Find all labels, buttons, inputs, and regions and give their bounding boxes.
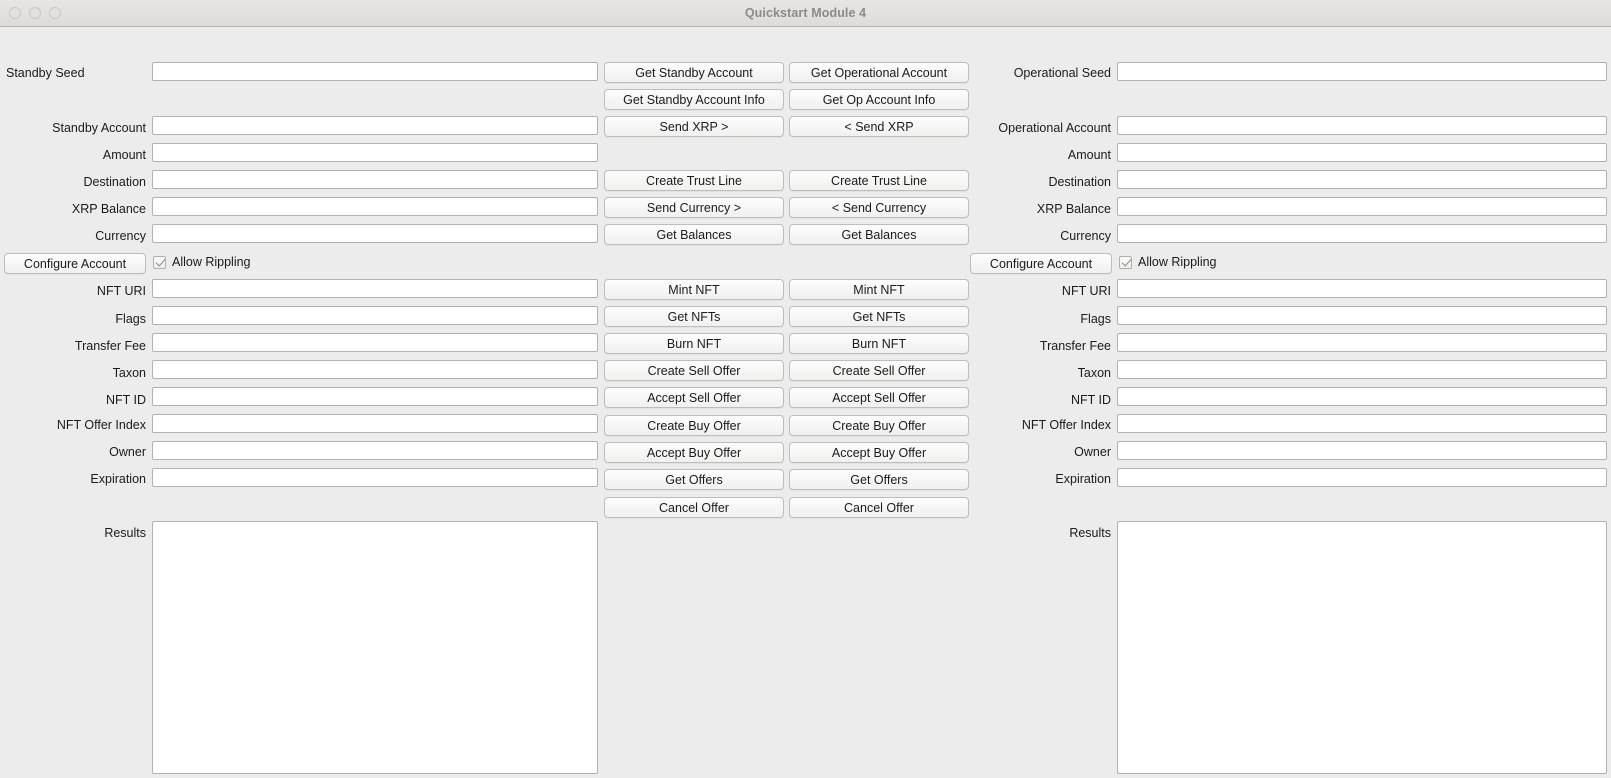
minimize-button[interactable] xyxy=(29,7,41,19)
operational-destination-input[interactable] xyxy=(1117,170,1607,189)
standby-transfer-fee-label: Transfer Fee xyxy=(74,339,146,353)
operational-nft-uri-label: NFT URI xyxy=(1061,284,1111,298)
operational-configure-account-button[interactable]: Configure Account xyxy=(970,253,1112,274)
zoom-button[interactable] xyxy=(49,7,61,19)
standby-allow-rippling-label: Allow Rippling xyxy=(172,255,251,269)
operational-allow-rippling-checkbox[interactable] xyxy=(1119,255,1217,269)
standby-nft-id-label: NFT ID xyxy=(105,393,146,407)
operational-seed-input[interactable] xyxy=(1117,62,1607,81)
standby-nft-uri-label: NFT URI xyxy=(96,284,146,298)
create-trust-line-left-button[interactable]: Create Trust Line xyxy=(604,170,784,191)
standby-taxon-input[interactable] xyxy=(152,360,598,379)
create-sell-offer-right-button[interactable]: Create Sell Offer xyxy=(789,360,969,381)
operational-currency-input[interactable] xyxy=(1117,224,1607,243)
standby-currency-label: Currency xyxy=(95,229,146,243)
operational-nft-offer-index-input[interactable] xyxy=(1117,414,1607,433)
standby-seed-input[interactable] xyxy=(152,62,598,81)
standby-currency-input[interactable] xyxy=(152,224,598,243)
standby-owner-input[interactable] xyxy=(152,441,598,460)
accept-sell-offer-right-button[interactable]: Accept Sell Offer xyxy=(789,387,969,408)
cancel-offer-right-button[interactable]: Cancel Offer xyxy=(789,497,969,518)
mint-nft-right-button[interactable]: Mint NFT xyxy=(789,279,969,300)
burn-nft-right-button[interactable]: Burn NFT xyxy=(789,333,969,354)
get-balances-right-button[interactable]: Get Balances xyxy=(789,224,969,245)
create-buy-offer-left-button[interactable]: Create Buy Offer xyxy=(604,415,784,436)
get-operational-account-button[interactable]: Get Operational Account xyxy=(789,62,969,83)
get-nfts-left-button[interactable]: Get NFTs xyxy=(604,306,784,327)
standby-flags-input[interactable] xyxy=(152,306,598,325)
send-xrp-right-button[interactable]: < Send XRP xyxy=(789,116,969,137)
standby-results-label: Results xyxy=(104,526,146,540)
get-standby-account-button[interactable]: Get Standby Account xyxy=(604,62,784,83)
get-offers-left-button[interactable]: Get Offers xyxy=(604,469,784,490)
operational-amount-input[interactable] xyxy=(1117,143,1607,162)
send-currency-left-button[interactable]: Send Currency > xyxy=(604,197,784,218)
standby-results-textarea[interactable] xyxy=(152,521,598,774)
checkmark-icon xyxy=(153,256,166,269)
operational-nft-id-input[interactable] xyxy=(1117,387,1607,406)
window-titlebar xyxy=(0,0,1611,27)
operational-owner-input[interactable] xyxy=(1117,441,1607,460)
window-title: Quickstart Module 4 xyxy=(744,6,867,20)
operational-allow-rippling-label: Allow Rippling xyxy=(1138,255,1217,269)
standby-seed-label: Standby Seed xyxy=(6,66,85,80)
standby-nft-offer-index-label: NFT Offer Index xyxy=(56,418,146,432)
operational-owner-label: Owner xyxy=(1074,445,1111,459)
operational-nft-offer-index-label: NFT Offer Index xyxy=(1021,418,1111,432)
standby-transfer-fee-input[interactable] xyxy=(152,333,598,352)
standby-taxon-label: Taxon xyxy=(112,366,146,380)
standby-nft-uri-input[interactable] xyxy=(152,279,598,298)
operational-amount-label: Amount xyxy=(1067,148,1111,162)
operational-seed-label: Operational Seed xyxy=(1013,66,1111,80)
operational-results-textarea[interactable] xyxy=(1117,521,1607,774)
operational-destination-label: Destination xyxy=(1048,175,1111,189)
send-xrp-left-button[interactable]: Send XRP > xyxy=(604,116,784,137)
get-offers-right-button[interactable]: Get Offers xyxy=(789,469,969,490)
standby-allow-rippling-checkbox[interactable] xyxy=(153,255,251,269)
standby-configure-account-button[interactable]: Configure Account xyxy=(4,253,146,274)
operational-transfer-fee-label: Transfer Fee xyxy=(1039,339,1111,353)
operational-flags-input[interactable] xyxy=(1117,306,1607,325)
standby-expiration-input[interactable] xyxy=(152,468,598,487)
app-body xyxy=(0,27,1611,778)
standby-xrp-balance-label: XRP Balance xyxy=(71,202,146,216)
window-controls xyxy=(9,7,61,19)
standby-amount-label: Amount xyxy=(102,148,146,162)
get-nfts-right-button[interactable]: Get NFTs xyxy=(789,306,969,327)
operational-account-input[interactable] xyxy=(1117,116,1607,135)
standby-expiration-label: Expiration xyxy=(90,472,146,486)
create-trust-line-right-button[interactable]: Create Trust Line xyxy=(789,170,969,191)
operational-currency-label: Currency xyxy=(1060,229,1111,243)
operational-expiration-label: Expiration xyxy=(1055,472,1111,486)
standby-destination-input[interactable] xyxy=(152,170,598,189)
operational-xrp-balance-label: XRP Balance xyxy=(1036,202,1111,216)
standby-account-label: Standby Account xyxy=(52,121,146,135)
operational-taxon-input[interactable] xyxy=(1117,360,1607,379)
operational-nft-uri-input[interactable] xyxy=(1117,279,1607,298)
operational-transfer-fee-input[interactable] xyxy=(1117,333,1607,352)
get-standby-account-info-button[interactable]: Get Standby Account Info xyxy=(604,89,784,110)
close-button[interactable] xyxy=(9,7,21,19)
cancel-offer-left-button[interactable]: Cancel Offer xyxy=(604,497,784,518)
checkmark-icon xyxy=(1119,256,1132,269)
operational-results-label: Results xyxy=(1069,526,1111,540)
operational-expiration-input[interactable] xyxy=(1117,468,1607,487)
get-balances-left-button[interactable]: Get Balances xyxy=(604,224,784,245)
operational-account-label: Operational Account xyxy=(998,121,1111,135)
standby-nft-offer-index-input[interactable] xyxy=(152,414,598,433)
operational-taxon-label: Taxon xyxy=(1077,366,1111,380)
accept-sell-offer-left-button[interactable]: Accept Sell Offer xyxy=(604,387,784,408)
send-currency-right-button[interactable]: < Send Currency xyxy=(789,197,969,218)
operational-xrp-balance-input[interactable] xyxy=(1117,197,1607,216)
standby-nft-id-input[interactable] xyxy=(152,387,598,406)
burn-nft-left-button[interactable]: Burn NFT xyxy=(604,333,784,354)
standby-owner-label: Owner xyxy=(109,445,146,459)
standby-amount-input[interactable] xyxy=(152,143,598,162)
accept-buy-offer-right-button[interactable]: Accept Buy Offer xyxy=(789,442,969,463)
accept-buy-offer-left-button[interactable]: Accept Buy Offer xyxy=(604,442,784,463)
get-op-account-info-button[interactable]: Get Op Account Info xyxy=(789,89,969,110)
standby-destination-label: Destination xyxy=(83,175,146,189)
create-buy-offer-right-button[interactable]: Create Buy Offer xyxy=(789,415,969,436)
standby-flags-label: Flags xyxy=(115,312,146,326)
operational-flags-label: Flags xyxy=(1080,312,1111,326)
mint-nft-left-button[interactable]: Mint NFT xyxy=(604,279,784,300)
standby-account-input[interactable] xyxy=(152,116,598,135)
operational-nft-id-label: NFT ID xyxy=(1070,393,1111,407)
standby-xrp-balance-input[interactable] xyxy=(152,197,598,216)
create-sell-offer-left-button[interactable]: Create Sell Offer xyxy=(604,360,784,381)
